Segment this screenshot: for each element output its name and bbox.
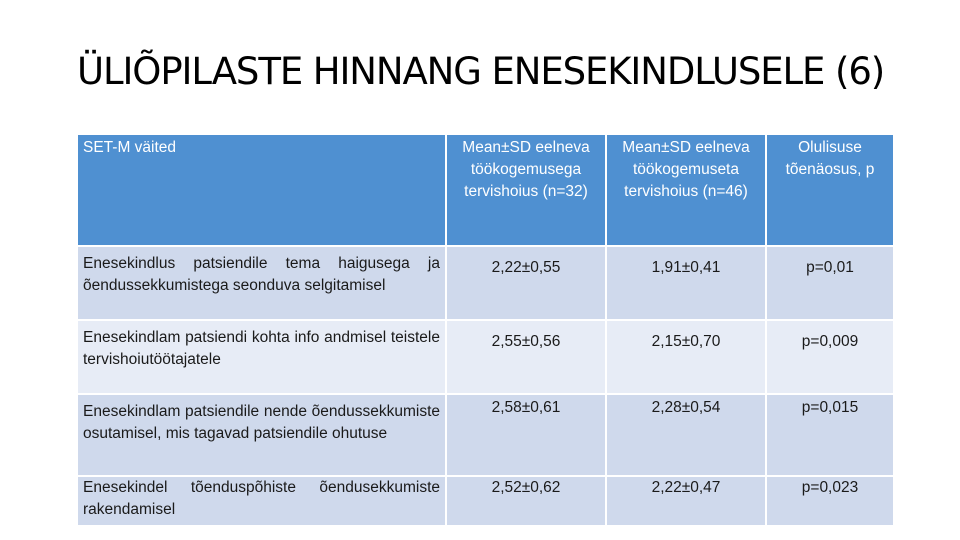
mean-without-cell: 1,91±0,41 (606, 246, 766, 320)
mean-without-cell: 2,15±0,70 (606, 320, 766, 394)
p-value-cell: p=0,015 (766, 394, 894, 476)
p-value-cell: p=0,01 (766, 246, 894, 320)
mean-with-cell: 2,52±0,62 (446, 476, 606, 526)
statement-cell: Enesekindlam patsiendi kohta info andmisel teistele tervishoiutöötajatele (77, 320, 446, 394)
table-row (77, 394, 894, 476)
header-mean-without-experience: Mean±SD eelneva töökogemuseta tervishoius (n=46) (606, 134, 766, 246)
statement-cell: Enesekindlus patsiendile tema haigusega ja õendussekkumistega seonduva selgitamisel (77, 246, 446, 320)
header-mean-with-experience: Mean±SD eelneva töökogemusega tervishoius (n=32) (446, 134, 606, 246)
header-statements: SET-M väited (77, 134, 446, 246)
p-value-cell: p=0,023 (766, 476, 894, 526)
mean-with-cell: 2,55±0,56 (446, 320, 606, 394)
table-row (77, 320, 894, 394)
table-header-row (77, 134, 894, 246)
results-table (76, 133, 895, 527)
mean-without-cell: 2,22±0,47 (606, 476, 766, 526)
statement-cell: Enesekindel tõenduspõhiste õendusekkumiste rakendamisel (77, 476, 446, 526)
mean-with-cell: 2,58±0,61 (446, 394, 606, 476)
p-value-cell: p=0,009 (766, 320, 894, 394)
mean-with-cell: 2,22±0,55 (446, 246, 606, 320)
statement-cell: Enesekindlam patsiendile nende õendussekkumiste osutamisel, mis tagavad patsiendile ohutuse (77, 394, 446, 476)
table-row (77, 246, 894, 320)
header-p-value: Olulisuse tõenäosus, p (766, 134, 894, 246)
mean-without-cell: 2,28±0,54 (606, 394, 766, 476)
table-row (77, 476, 894, 526)
slide-title: ÜLIÕPILASTE HINNANG ENESEKINDLUSELE (6) (77, 50, 885, 93)
